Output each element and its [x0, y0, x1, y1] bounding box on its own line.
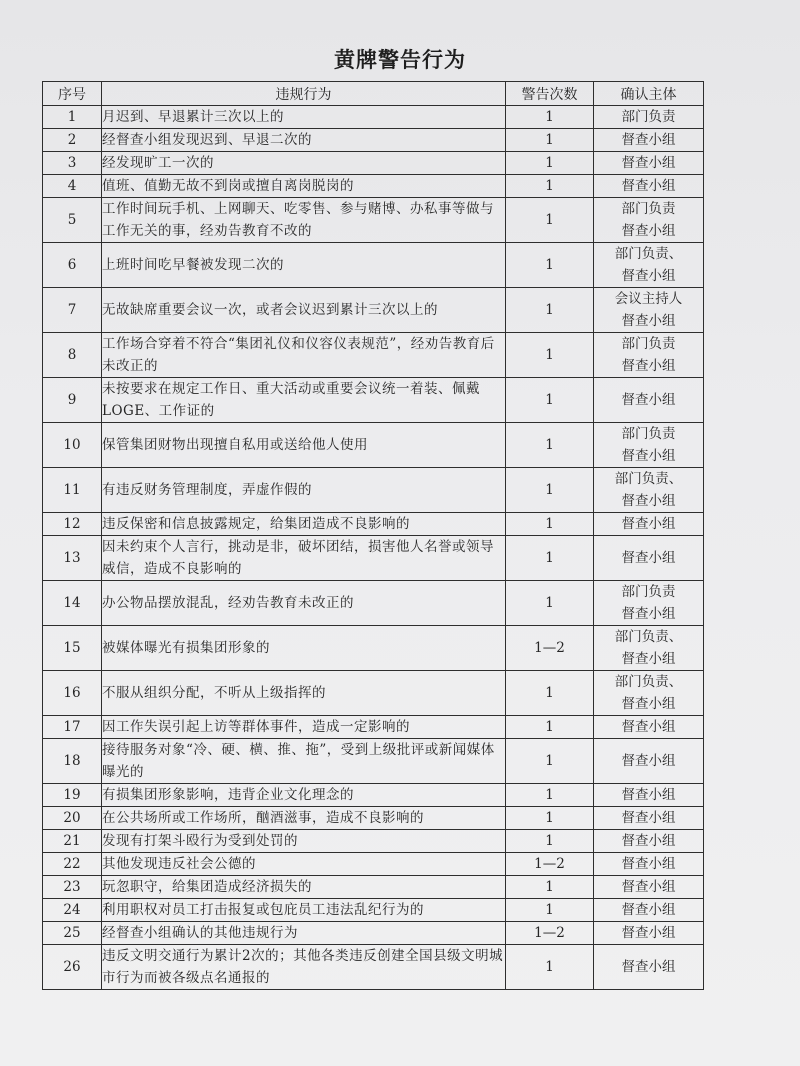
row-authority: 督查小组	[594, 513, 704, 536]
row-count: 1	[506, 671, 594, 716]
row-authority: 督查小组	[594, 899, 704, 922]
row-count: 1	[506, 175, 594, 198]
row-number: 13	[43, 536, 102, 581]
table-row	[43, 626, 704, 671]
row-action: 因未约束个人言行，挑动是非，破坏团结，损害他人名誉或领导威信，造成不良影响的	[102, 536, 506, 581]
table-row	[43, 378, 704, 423]
row-number: 12	[43, 513, 102, 536]
row-action: 违反保密和信息披露规定，给集团造成不良影响的	[102, 513, 506, 536]
table-row	[43, 333, 704, 378]
row-number: 20	[43, 807, 102, 830]
row-authority: 督查小组	[594, 129, 704, 152]
row-authority: 督查小组	[594, 807, 704, 830]
table-row	[43, 671, 704, 716]
row-count: 1	[506, 378, 594, 423]
row-action: 经督查小组确认的其他违规行为	[102, 922, 506, 945]
table-row	[43, 830, 704, 853]
table-row	[43, 739, 704, 784]
row-number: 18	[43, 739, 102, 784]
row-authority: 督查小组	[594, 922, 704, 945]
row-count: 1	[506, 716, 594, 739]
row-number: 2	[43, 129, 102, 152]
table-row	[43, 106, 704, 129]
table-row	[43, 175, 704, 198]
row-count: 1	[506, 739, 594, 784]
row-action: 利用职权对员工打击报复或包庇员工违法乱纪行为的	[102, 899, 506, 922]
row-authority: 督查小组	[594, 739, 704, 784]
table-row	[43, 945, 704, 990]
row-count: 1	[506, 876, 594, 899]
warning-table	[42, 81, 704, 990]
row-action: 月迟到、早退累计三次以上的	[102, 106, 506, 129]
table-row	[43, 716, 704, 739]
row-number: 7	[43, 288, 102, 333]
row-action: 有违反财务管理制度，弄虚作假的	[102, 468, 506, 513]
row-count: 1	[506, 807, 594, 830]
row-number: 6	[43, 243, 102, 288]
row-authority: 部门负责、 督查小组	[594, 626, 704, 671]
row-number: 4	[43, 175, 102, 198]
row-number: 17	[43, 716, 102, 739]
row-authority: 部门负责 督查小组	[594, 423, 704, 468]
row-count: 1	[506, 468, 594, 513]
row-authority: 督查小组	[594, 152, 704, 175]
row-count: 1	[506, 129, 594, 152]
row-count: 1	[506, 152, 594, 175]
row-number: 24	[43, 899, 102, 922]
row-authority: 部门负责	[594, 106, 704, 129]
row-number: 10	[43, 423, 102, 468]
row-authority: 部门负责 督查小组	[594, 333, 704, 378]
row-action: 经发现旷工一次的	[102, 152, 506, 175]
row-number: 19	[43, 784, 102, 807]
row-number: 8	[43, 333, 102, 378]
row-action: 工作时间玩手机、上网聊天、吃零售、参与赌博、办私事等做与工作无关的事，经劝告教育不改的	[102, 198, 506, 243]
row-number: 1	[43, 106, 102, 129]
row-authority: 督查小组	[594, 378, 704, 423]
table-row	[43, 536, 704, 581]
row-action: 被媒体曝光有损集团形象的	[102, 626, 506, 671]
row-count: 1	[506, 899, 594, 922]
row-count: 1	[506, 243, 594, 288]
header-count: 警告次数	[506, 82, 594, 106]
row-action: 未按要求在规定工作日、重大活动或重要会议统一着装、佩戴LOGE、工作证的	[102, 378, 506, 423]
row-count: 1	[506, 288, 594, 333]
row-count: 1	[506, 423, 594, 468]
row-authority: 部门负责、 督查小组	[594, 671, 704, 716]
row-authority: 部门负责、 督查小组	[594, 243, 704, 288]
table-row	[43, 152, 704, 175]
row-authority: 督查小组	[594, 716, 704, 739]
row-number: 21	[43, 830, 102, 853]
row-count: 1—2	[506, 626, 594, 671]
table-row	[43, 899, 704, 922]
row-action: 违反文明交通行为累计2次的；其他各类违反创建全国县级文明城市行为而被各级点名通报的	[102, 945, 506, 990]
row-count: 1—2	[506, 853, 594, 876]
row-action: 无故缺席重要会议一次，或者会议迟到累计三次以上的	[102, 288, 506, 333]
row-action: 保管集团财物出现擅自私用或送给他人使用	[102, 423, 506, 468]
row-action: 办公物品摆放混乱，经劝告教育未改正的	[102, 581, 506, 626]
row-authority: 督查小组	[594, 536, 704, 581]
table-row	[43, 198, 704, 243]
row-number: 14	[43, 581, 102, 626]
row-authority: 督查小组	[594, 784, 704, 807]
table-row	[43, 807, 704, 830]
row-authority: 部门负责、 督查小组	[594, 468, 704, 513]
table-row	[43, 581, 704, 626]
page-title: 黄牌警告行为	[334, 48, 466, 72]
row-action: 不服从组织分配，不听从上级指挥的	[102, 671, 506, 716]
table-row	[43, 876, 704, 899]
table-header-row	[43, 82, 704, 106]
table-row	[43, 468, 704, 513]
table-row	[43, 513, 704, 536]
row-authority: 督查小组	[594, 876, 704, 899]
row-action: 工作场合穿着不符合“集团礼仪和仪容仪表规范”，经劝告教育后未改正的	[102, 333, 506, 378]
row-count: 1	[506, 333, 594, 378]
row-authority: 督查小组	[594, 945, 704, 990]
row-authority: 部门负责 督查小组	[594, 198, 704, 243]
row-action: 上班时间吃早餐被发现二次的	[102, 243, 506, 288]
row-number: 16	[43, 671, 102, 716]
row-number: 3	[43, 152, 102, 175]
table-row	[43, 129, 704, 152]
row-authority: 会议主持人 督查小组	[594, 288, 704, 333]
row-action: 发现有打架斗殴行为受到处罚的	[102, 830, 506, 853]
row-count: 1	[506, 830, 594, 853]
row-count: 1	[506, 198, 594, 243]
row-authority: 部门负责 督查小组	[594, 581, 704, 626]
table-row	[43, 853, 704, 876]
row-action: 经督查小组发现迟到、早退二次的	[102, 129, 506, 152]
table-row	[43, 784, 704, 807]
header-authority: 确认主体	[594, 82, 704, 106]
row-count: 1	[506, 106, 594, 129]
row-action: 接待服务对象“冷、硬、横、推、拖”，受到上级批评或新闻媒体曝光的	[102, 739, 506, 784]
row-number: 25	[43, 922, 102, 945]
row-number: 5	[43, 198, 102, 243]
header-action: 违规行为	[102, 82, 506, 106]
table-row	[43, 288, 704, 333]
row-count: 1	[506, 784, 594, 807]
row-number: 15	[43, 626, 102, 671]
row-action: 有损集团形象影响，违背企业文化理念的	[102, 784, 506, 807]
table-row	[43, 423, 704, 468]
row-number: 26	[43, 945, 102, 990]
row-action: 在公共场所或工作场所，酗酒滋事，造成不良影响的	[102, 807, 506, 830]
row-number: 11	[43, 468, 102, 513]
row-count: 1—2	[506, 922, 594, 945]
header-no: 序号	[43, 82, 102, 106]
row-action: 玩忽职守，给集团造成经济损失的	[102, 876, 506, 899]
row-action: 其他发现违反社会公德的	[102, 853, 506, 876]
row-number: 9	[43, 378, 102, 423]
row-count: 1	[506, 513, 594, 536]
row-count: 1	[506, 536, 594, 581]
row-authority: 督查小组	[594, 175, 704, 198]
row-action: 因工作失误引起上访等群体事件，造成一定影响的	[102, 716, 506, 739]
table-row	[43, 922, 704, 945]
row-action: 值班、值勤无故不到岗或擅自离岗脱岗的	[102, 175, 506, 198]
row-authority: 督查小组	[594, 830, 704, 853]
row-number: 22	[43, 853, 102, 876]
table-row	[43, 243, 704, 288]
row-number: 23	[43, 876, 102, 899]
row-authority: 督查小组	[594, 853, 704, 876]
row-count: 1	[506, 945, 594, 990]
row-count: 1	[506, 581, 594, 626]
